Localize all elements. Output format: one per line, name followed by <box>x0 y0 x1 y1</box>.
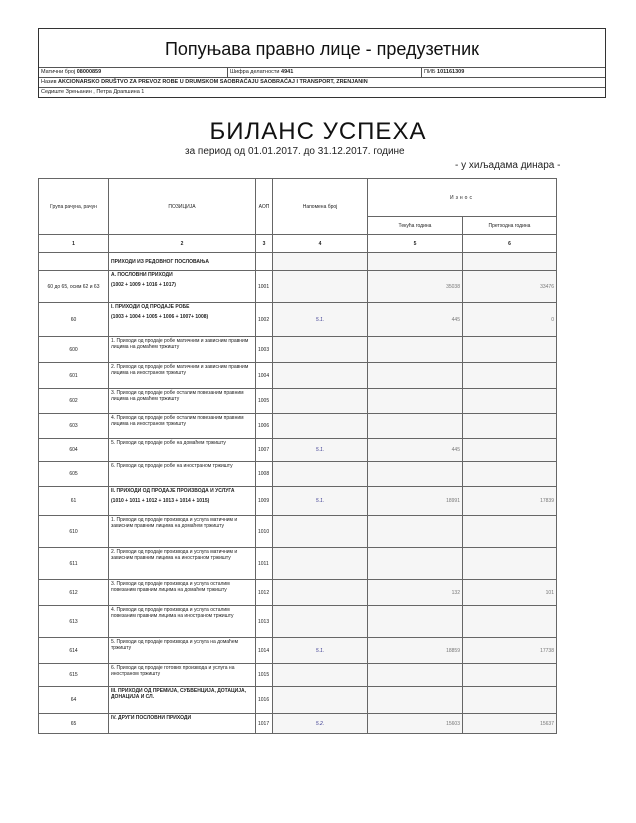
aop-cell: 1002 <box>256 303 273 337</box>
seat-value: Зрењанин , Петра Драпшина 1 <box>65 89 145 95</box>
position-label: 6. Приходи од продаје готових производа и услуга на иностраном тржишту <box>111 665 235 677</box>
position-cell <box>109 580 256 606</box>
current-year-cell <box>368 606 463 638</box>
table-row <box>39 439 557 462</box>
table-row <box>39 548 557 580</box>
note-cell <box>273 516 368 548</box>
aop-cell: 1013 <box>256 606 273 638</box>
note-cell <box>273 687 368 714</box>
position-cell <box>109 389 256 414</box>
current-year-cell: 445 <box>368 303 463 337</box>
previous-year-cell: 0 <box>463 303 557 337</box>
current-year-cell <box>368 516 463 548</box>
table-row <box>39 303 557 337</box>
header-current-year: Текућа година <box>368 217 463 235</box>
position-formula: (1010 + 1011 + 1012 + 1013 + 1014 + 1015) <box>111 498 210 504</box>
current-year-cell <box>368 462 463 487</box>
pib-field <box>424 69 464 75</box>
position-label: 4. Приходи од продаје робе осталим повезаним правним лицима на иностраном тржишту <box>111 415 244 427</box>
account-group-cell: 60 до 65, осим 62 и 63 <box>39 271 109 303</box>
aop-cell: 1009 <box>256 487 273 516</box>
note-cell: 5.1. <box>273 303 368 337</box>
header-note: Напомена број <box>273 179 368 235</box>
previous-year-cell <box>463 363 557 389</box>
header-previous-year: Претходна година <box>463 217 557 235</box>
account-group-cell: 61 <box>39 487 109 516</box>
position-cell <box>109 606 256 638</box>
position-label: 5. Приходи од продаје робе на домаћем тржишту <box>111 440 226 446</box>
table-row <box>39 363 557 389</box>
current-year-cell: 445 <box>368 439 463 462</box>
current-year-cell <box>368 363 463 389</box>
table-row <box>39 580 557 606</box>
position-cell <box>109 664 256 687</box>
position-cell <box>109 487 256 516</box>
col-number-2: 2 <box>109 235 256 253</box>
table-row <box>39 714 557 734</box>
table-row <box>39 638 557 664</box>
current-year-cell <box>368 389 463 414</box>
account-group-cell: 615 <box>39 664 109 687</box>
previous-year-cell: 33476 <box>463 271 557 303</box>
aop-cell: 1015 <box>256 664 273 687</box>
previous-year-cell <box>463 664 557 687</box>
previous-year-cell <box>463 337 557 363</box>
note-cell: 5.2. <box>273 714 368 734</box>
position-cell <box>109 303 256 337</box>
note-cell <box>273 363 368 389</box>
position-cell <box>109 462 256 487</box>
account-group-cell: 64 <box>39 687 109 714</box>
reporting-period: за период од 01.01.2017. до 31.12.2017. године <box>185 146 405 157</box>
previous-year-cell <box>463 462 557 487</box>
table-row <box>39 516 557 548</box>
header-row <box>39 179 557 217</box>
col-number-3: 3 <box>256 235 273 253</box>
position-label: II. ПРИХОДИ ОД ПРОДАЈЕ ПРОИЗВОДА И УСЛУГА <box>111 488 235 494</box>
table-row <box>39 687 557 714</box>
aop-cell: 1004 <box>256 363 273 389</box>
pib-label: ПИБ <box>424 69 436 75</box>
account-group-cell: 603 <box>39 414 109 439</box>
previous-year-cell <box>463 516 557 548</box>
table-row <box>39 664 557 687</box>
position-label: А. ПОСЛОВНИ ПРИХОДИ <box>111 272 173 278</box>
table-row <box>39 389 557 414</box>
table-row <box>39 414 557 439</box>
current-year-cell <box>368 664 463 687</box>
position-formula: (1002 + 1009 + 1016 + 1017) <box>111 282 176 288</box>
current-year-cell: 132 <box>368 580 463 606</box>
account-group-cell: 602 <box>39 389 109 414</box>
position-label: 1. Приходи од продаје робе матичним и зависним правним лицима на домаћем тржишту <box>111 338 249 350</box>
account-group-cell: 612 <box>39 580 109 606</box>
header-group: Група рачуна, рачун <box>39 179 109 235</box>
table-row <box>39 337 557 363</box>
section-row <box>39 253 557 271</box>
current-year-cell: 18991 <box>368 487 463 516</box>
current-year-cell <box>368 414 463 439</box>
account-group-cell: 65 <box>39 714 109 734</box>
registration-number-label: Матични број <box>41 69 76 75</box>
note-cell <box>273 462 368 487</box>
col-number-6: 6 <box>463 235 557 253</box>
column-numbers-row <box>39 235 557 253</box>
position-label: I. ПРИХОДИ ОД ПРОДАЈЕ РОБЕ <box>111 304 190 310</box>
position-label: 3. Приходи од продаје производа и услуга осталим повезаним правним лицима на домаћем тржишту <box>111 581 230 593</box>
document-title: БИЛАНС УСПЕХА <box>209 118 427 145</box>
position-formula: (1003 + 1004 + 1005 + 1006 + 1007+ 1008) <box>111 314 209 320</box>
position-cell <box>109 271 256 303</box>
previous-year-cell <box>463 606 557 638</box>
pib-value: 101161309 <box>437 69 465 75</box>
activity-code-label: Шифра делатности <box>230 69 280 75</box>
position-label: 4. Приходи од продаје производа и услуга осталим повезаним правним лицима на иностраном тржишту <box>111 607 234 619</box>
company-name-value: AKCIONARSKO DRUŠTVO ZA PREVOZ ROBE U DRUMSKOM SAOBRAĆAJU SAOBRAĆAJ I TRANSPORT, ZRENJANIN <box>58 79 368 85</box>
account-group-cell: 600 <box>39 337 109 363</box>
note-cell: 5.1. <box>273 487 368 516</box>
header-aop: АОП <box>256 179 273 235</box>
position-cell <box>109 439 256 462</box>
form-title: Попуњава правно лице - предузетник <box>164 39 480 59</box>
col-number-1: 1 <box>39 235 109 253</box>
position-cell <box>109 638 256 664</box>
company-name-label: Назив <box>41 79 57 85</box>
aop-cell: 1011 <box>256 548 273 580</box>
aop-cell: 1007 <box>256 439 273 462</box>
account-group-cell: 604 <box>39 439 109 462</box>
previous-year-cell <box>463 414 557 439</box>
table-row <box>39 462 557 487</box>
aop-cell: 1010 <box>256 516 273 548</box>
aop-cell: 1008 <box>256 462 273 487</box>
note-cell <box>273 337 368 363</box>
current-year-cell: 35038 <box>368 271 463 303</box>
position-label: IV. ДРУГИ ПОСЛОВНИ ПРИХОДИ <box>111 715 192 721</box>
note-cell <box>273 389 368 414</box>
aop-cell: 1006 <box>256 414 273 439</box>
account-group-cell: 60 <box>39 303 109 337</box>
income-statement-table <box>38 178 557 734</box>
col-number-5: 5 <box>368 235 463 253</box>
previous-year-cell <box>463 687 557 714</box>
aop-cell: 1012 <box>256 580 273 606</box>
position-label: III. ПРИХОДИ ОД ПРЕМИЈА, СУБВЕНЦИЈА, ДОТАЦИЈА, ДОНАЦИЈА И СЛ. <box>111 688 247 700</box>
position-cell <box>109 414 256 439</box>
aop-cell: 1016 <box>256 687 273 714</box>
table-row <box>39 606 557 638</box>
registration-number-value: 08000859 <box>76 69 102 75</box>
aop-cell: 1017 <box>256 714 273 734</box>
position-cell <box>109 516 256 548</box>
position-label: 6. Приходи од продаје робе на иностраном тржишту <box>111 463 233 469</box>
position-label: 2. Приходи од продаје робе матичним и зависним правним лицима на иностраном тржишту <box>111 364 249 376</box>
account-group-cell: 610 <box>39 516 109 548</box>
note-cell <box>273 414 368 439</box>
note-cell <box>273 548 368 580</box>
position-cell <box>109 548 256 580</box>
current-year-cell <box>368 687 463 714</box>
current-year-cell: 18859 <box>368 638 463 664</box>
previous-year-cell <box>463 439 557 462</box>
position-label: 2. Приходи од продаје производа и услуга матичним и зависним правним лицима на иностраном тржишту <box>111 549 238 561</box>
activity-code-field <box>230 69 293 75</box>
position-label: 5. Приходи од продаје производа и услуга на домаћем тржишту <box>111 639 239 651</box>
seat-field <box>41 89 144 95</box>
position-cell <box>109 714 256 734</box>
activity-code-value: 4941 <box>281 69 294 75</box>
previous-year-cell: 101 <box>463 580 557 606</box>
table-row <box>39 487 557 516</box>
aop-cell: 1005 <box>256 389 273 414</box>
company-name-field <box>41 79 368 85</box>
aop-cell: 1001 <box>256 271 273 303</box>
note-cell: 5.1. <box>273 638 368 664</box>
registration-number-field <box>41 69 101 75</box>
company-info-box <box>38 28 606 98</box>
seat-label: Седиште <box>41 89 65 95</box>
account-group-cell: 605 <box>39 462 109 487</box>
section-title: ПРИХОДИ ИЗ РЕДОВНОГ ПОСЛОВАЊА <box>109 253 256 271</box>
table-row <box>39 271 557 303</box>
current-year-cell <box>368 337 463 363</box>
note-cell <box>273 271 368 303</box>
position-label: 3. Приходи од продаје робе осталим повезаним правним лицима на домаћем тржишту <box>111 390 244 402</box>
previous-year-cell: 17738 <box>463 638 557 664</box>
current-year-cell: 15603 <box>368 714 463 734</box>
account-group-cell: 611 <box>39 548 109 580</box>
account-group-cell: 613 <box>39 606 109 638</box>
position-cell <box>109 337 256 363</box>
account-group-cell: 601 <box>39 363 109 389</box>
note-cell <box>273 606 368 638</box>
previous-year-cell <box>463 389 557 414</box>
header-amount: Износ <box>368 179 557 217</box>
note-cell <box>273 664 368 687</box>
previous-year-cell: 15637 <box>463 714 557 734</box>
header-position: ПОЗИЦИЈА <box>109 179 256 235</box>
account-group-cell: 614 <box>39 638 109 664</box>
position-cell <box>109 687 256 714</box>
note-cell <box>273 580 368 606</box>
aop-cell: 1014 <box>256 638 273 664</box>
aop-cell: 1003 <box>256 337 273 363</box>
current-year-cell <box>368 548 463 580</box>
previous-year-cell <box>463 548 557 580</box>
previous-year-cell: 17839 <box>463 487 557 516</box>
note-cell: 5.1. <box>273 439 368 462</box>
col-number-4: 4 <box>273 235 368 253</box>
position-label: 1. Приходи од продаје производа и услуга матичним и зависним правним лицима на домаћем тржишту <box>111 517 238 529</box>
position-cell <box>109 363 256 389</box>
currency-unit: - у хиљадама динара - <box>455 160 561 171</box>
